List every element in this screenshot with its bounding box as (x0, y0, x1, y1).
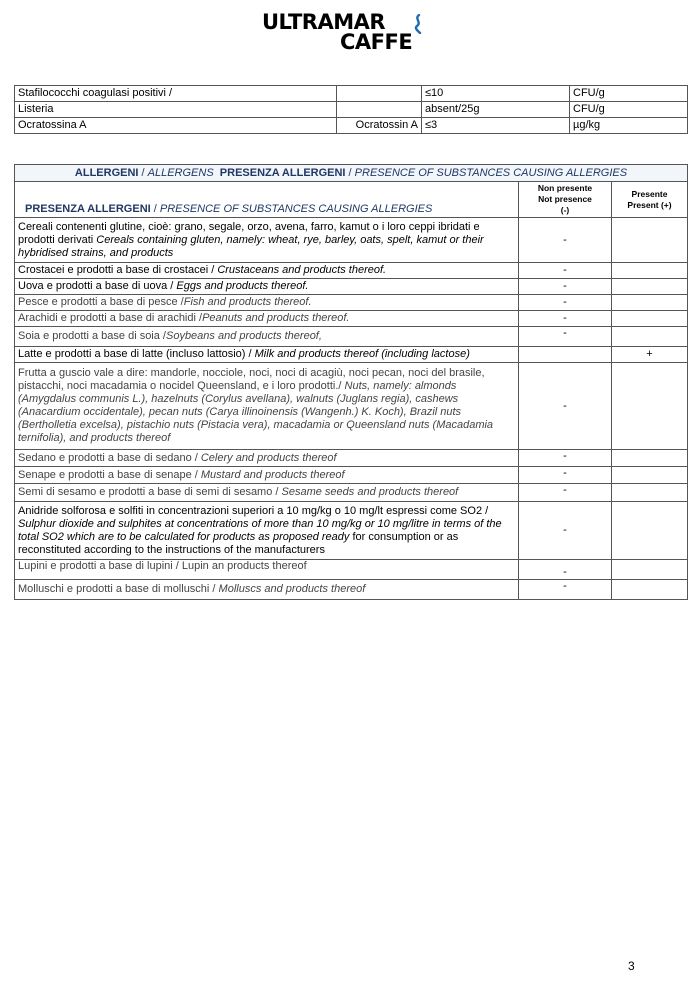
not-present-cell: - (519, 467, 612, 484)
page-number: 3 (628, 959, 635, 973)
not-present-cell: - (519, 279, 612, 295)
allergen-row-sesame (15, 484, 688, 502)
present-cell (612, 484, 688, 502)
present-cell (612, 363, 688, 450)
allergen-row-fish (15, 295, 688, 311)
not-present-cell: - (519, 580, 612, 600)
param-cell: Ocratossina A (15, 118, 337, 134)
coffee-swirl-icon (413, 14, 423, 34)
not-present-cell: - (519, 484, 612, 502)
allergen-row-molluscs (15, 580, 688, 600)
limit-cell: ≤3 (422, 118, 570, 134)
allergen-row-mustard (15, 467, 688, 484)
allergen-desc: Cereali contenenti glutine, cioè: grano, segale, orzo, avena, farro, kamut o i loro ceppi ibridati e prodotti derivati Cereals containing gluten, namely: wheat, rye, barley, oats, spelt, kamut or their hybridised strains, and products (15, 218, 519, 263)
logo-line-2: CAFFE (340, 30, 413, 54)
allergen-desc: Soia e prodotti a base di soia /Soybeans and products thereof, (15, 327, 519, 347)
present-cell (612, 502, 688, 560)
not-present-cell: - (519, 327, 612, 347)
allergen-row-cereals (15, 218, 688, 263)
not-present-cell: - (519, 560, 612, 580)
unit-cell: CFU/g (570, 86, 688, 102)
not-present-cell: - (519, 502, 612, 560)
not-present-cell: - (519, 311, 612, 327)
unit-cell: µg/kg (570, 118, 688, 134)
table-row (15, 118, 688, 134)
method-cell (337, 86, 422, 102)
allergen-desc: Molluschi e prodotti a base di molluschi / Molluscs and products thereof (15, 580, 519, 600)
param-cell: Listeria (15, 102, 337, 118)
param-cell: Stafilococchi coagulasi positivi / (15, 86, 337, 102)
not-present-cell (519, 347, 612, 363)
present-cell (612, 263, 688, 279)
allergen-row-nuts (15, 363, 688, 450)
present-cell (612, 295, 688, 311)
allergen-desc: Crostacei e prodotti a base di crostacei / Crustaceans and products thereof. (15, 263, 519, 279)
not-present-cell: - (519, 450, 612, 467)
present-cell (612, 327, 688, 347)
not-present-header: Non presente Not presence (-) (519, 182, 612, 218)
allergen-desc: Pesce e prodotti a base di pesce /Fish and products thereof. (15, 295, 519, 311)
ultramar-caffe-logo (262, 12, 438, 56)
allergen-row-celery (15, 450, 688, 467)
allergen-desc: Uova e prodotti a base di uova / Eggs and products thereof. (15, 279, 519, 295)
not-present-cell: - (519, 263, 612, 279)
present-cell (612, 218, 688, 263)
present-cell (612, 467, 688, 484)
method-cell: Ocratossin A (337, 118, 422, 134)
allergens-subheader: PRESENZA ALLERGENI / PRESENCE OF SUBSTANCES CAUSING ALLERGIES (15, 182, 519, 218)
allergen-desc: Sedano e prodotti a base di sedano / Celery and products thereof (15, 450, 519, 467)
allergens-header-row (15, 182, 688, 218)
present-cell (612, 279, 688, 295)
not-present-cell: - (519, 295, 612, 311)
microbiology-table (14, 85, 688, 134)
allergen-row-eggs (15, 279, 688, 295)
present-cell (612, 450, 688, 467)
allergens-title-row (15, 165, 688, 182)
present-cell: + (612, 347, 688, 363)
allergen-desc: Latte e prodotti a base di latte (incluso lattosio) / Milk and products thereof (including lactose) (15, 347, 519, 363)
allergen-desc: Semi di sesamo e prodotti a base di semi di sesamo / Sesame seeds and products thereof (15, 484, 519, 502)
allergen-row-sulphites (15, 502, 688, 560)
allergen-row-crustaceans (15, 263, 688, 279)
allergen-desc: Anidride solforosa e solfiti in concentrazioni superiori a 10 mg/kg o 10 mg/lt espressi come SO2 / Sulphur dioxide and sulphites at concentrations of more than 10 mg/kg or 10 mg/litre in terms of the total SO2 which are to be calculated for products as proposed ready for consumption or as reconstituted according to the instructions of the manufacturers (15, 502, 519, 560)
allergen-row-peanuts (15, 311, 688, 327)
allergen-desc: Senape e prodotti a base di senape / Mustard and products thereof (15, 467, 519, 484)
allergens-title: ALLERGENI / ALLERGENS PRESENZA ALLERGENI / PRESENCE OF SUBSTANCES CAUSING ALLERGIES (15, 165, 688, 182)
allergen-row-soy (15, 327, 688, 347)
logo-line-1: ULTRAMAR (262, 10, 386, 34)
table-row (15, 86, 688, 102)
table-row (15, 102, 688, 118)
unit-cell: CFU/g (570, 102, 688, 118)
allergen-desc: Arachidi e prodotti a base di arachidi /Peanuts and products thereof. (15, 311, 519, 327)
present-header: Presente Present (+) (612, 182, 688, 218)
allergen-desc: Lupini e prodotti a base di lupini / Lupin an products thereof (15, 560, 519, 580)
present-cell (612, 560, 688, 580)
allergen-row-lupin (15, 560, 688, 580)
present-cell (612, 311, 688, 327)
allergen-row-milk (15, 347, 688, 363)
not-present-cell: - (519, 363, 612, 450)
not-present-cell: - (519, 218, 612, 263)
method-cell (337, 102, 422, 118)
present-cell (612, 580, 688, 600)
allergens-table (14, 164, 688, 600)
limit-cell: ≤10 (422, 86, 570, 102)
limit-cell: absent/25g (422, 102, 570, 118)
allergen-desc: Frutta a guscio vale a dire: mandorle, nocciole, noci, noci di acagiù, noci pecan, noci del brasile, pistacchi, noci macadamia o nocidel Queensland, e i loro prodotti./ Nuts, namely: almonds (Amygdalus communis L.), hazelnuts (Corylus avellana), walnuts (Juglans regia), cashews (Anacardium occidentale), pecan nuts (Carya illinoinensis (Wangenh.) K. Koch), Brazil nuts (Bertholletia excelsa), pistachio nuts (Pistacia vera), macadamia or Queensland nuts (Macadamia ternifolia), and products thereof (15, 363, 519, 450)
